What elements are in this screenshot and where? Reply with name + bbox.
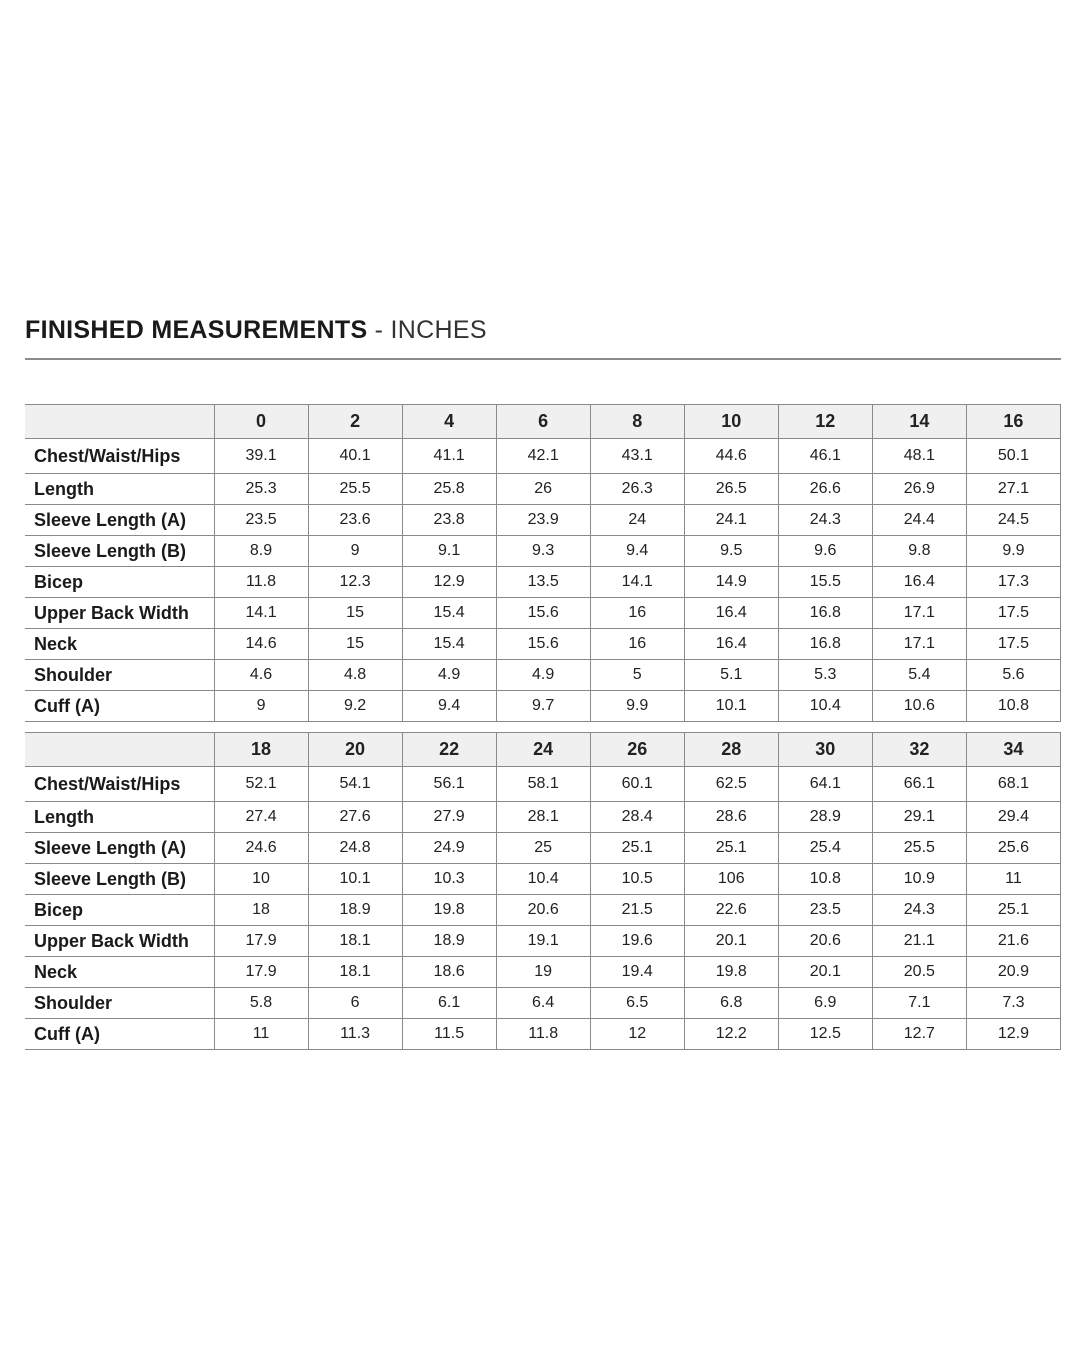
measurement-value-cell: 8.9 — [214, 536, 308, 567]
measurement-label: Length — [25, 474, 214, 505]
measurement-value-cell: 11 — [966, 864, 1060, 895]
measurement-value-cell: 10.6 — [872, 691, 966, 722]
measurement-label: Chest/Waist/Hips — [25, 439, 214, 474]
measurement-value-cell: 64.1 — [778, 767, 872, 802]
measurement-value-cell: 27.4 — [214, 802, 308, 833]
measurement-label: Shoulder — [25, 988, 214, 1019]
measurement-value-cell: 18.6 — [402, 957, 496, 988]
measurement-value-cell: 18 — [214, 895, 308, 926]
measurement-value-cell: 15.4 — [402, 629, 496, 660]
measurement-value-cell: 19 — [496, 957, 590, 988]
measurements-table-sizes-0-16 — [25, 404, 1061, 722]
table-row — [25, 988, 1061, 1019]
measurement-value-cell: 10.5 — [590, 864, 684, 895]
measurement-value-cell: 24.3 — [872, 895, 966, 926]
measurement-value-cell: 27.6 — [308, 802, 402, 833]
measurement-value-cell: 58.1 — [496, 767, 590, 802]
measurement-value-cell: 18.1 — [308, 926, 402, 957]
measurement-value-cell: 26 — [496, 474, 590, 505]
measurement-value-cell: 28.9 — [778, 802, 872, 833]
measurement-value-cell: 17.1 — [872, 598, 966, 629]
measurement-value-cell: 9.3 — [496, 536, 590, 567]
table-row — [25, 629, 1061, 660]
measurement-value-cell: 24 — [590, 505, 684, 536]
measurement-value-cell: 18.1 — [308, 957, 402, 988]
table-row — [25, 833, 1061, 864]
measurement-value-cell: 10.4 — [496, 864, 590, 895]
measurement-value-cell: 16.8 — [778, 598, 872, 629]
measurement-value-cell: 44.6 — [684, 439, 778, 474]
measurement-value-cell: 16.4 — [684, 629, 778, 660]
measurement-value-cell: 21.1 — [872, 926, 966, 957]
measurement-label: Chest/Waist/Hips — [25, 767, 214, 802]
measurement-value-cell: 24.9 — [402, 833, 496, 864]
measurement-value-cell: 7.1 — [872, 988, 966, 1019]
measurement-value-cell: 9.4 — [590, 536, 684, 567]
measurement-value-cell: 25.5 — [872, 833, 966, 864]
measurement-value-cell: 39.1 — [214, 439, 308, 474]
measurement-value-cell: 10.8 — [778, 864, 872, 895]
measurement-value-cell: 9.8 — [872, 536, 966, 567]
table-row — [25, 895, 1061, 926]
measurement-value-cell: 10.8 — [966, 691, 1060, 722]
measurement-value-cell: 4.8 — [308, 660, 402, 691]
measurement-label: Neck — [25, 957, 214, 988]
measurement-value-cell: 16 — [590, 598, 684, 629]
measurement-value-cell: 10 — [214, 864, 308, 895]
measurement-value-cell: 5.3 — [778, 660, 872, 691]
measurement-value-cell: 15 — [308, 629, 402, 660]
measurement-label: Length — [25, 802, 214, 833]
measurement-value-cell: 16.4 — [872, 567, 966, 598]
measurement-label: Shoulder — [25, 660, 214, 691]
measurement-value-cell: 5.8 — [214, 988, 308, 1019]
size-header-cell: 10 — [684, 405, 778, 439]
size-header-cell: 34 — [966, 733, 1060, 767]
title-unit: - INCHES — [367, 316, 487, 344]
measurement-value-cell: 9 — [308, 536, 402, 567]
measurement-value-cell: 16.8 — [778, 629, 872, 660]
measurement-label: Bicep — [25, 567, 214, 598]
measurement-value-cell: 56.1 — [402, 767, 496, 802]
measurement-value-cell: 9.5 — [684, 536, 778, 567]
measurement-value-cell: 9.4 — [402, 691, 496, 722]
measurement-value-cell: 12.9 — [402, 567, 496, 598]
measurement-value-cell: 25.4 — [778, 833, 872, 864]
measurement-value-cell: 12.2 — [684, 1019, 778, 1050]
measurement-label: Upper Back Width — [25, 926, 214, 957]
measurement-value-cell: 24.1 — [684, 505, 778, 536]
measurement-value-cell: 46.1 — [778, 439, 872, 474]
measurement-value-cell: 17.9 — [214, 957, 308, 988]
measurement-value-cell: 26.9 — [872, 474, 966, 505]
measurement-value-cell: 28.6 — [684, 802, 778, 833]
measurement-value-cell: 52.1 — [214, 767, 308, 802]
measurement-value-cell: 23.5 — [778, 895, 872, 926]
measurement-value-cell: 6.8 — [684, 988, 778, 1019]
measurement-value-cell: 15.5 — [778, 567, 872, 598]
measurement-value-cell: 10.4 — [778, 691, 872, 722]
measurement-value-cell: 28.4 — [590, 802, 684, 833]
size-header-cell: 32 — [872, 733, 966, 767]
measurement-value-cell: 24.6 — [214, 833, 308, 864]
measurement-value-cell: 29.1 — [872, 802, 966, 833]
measurement-value-cell: 6.9 — [778, 988, 872, 1019]
size-header-cell: 18 — [214, 733, 308, 767]
measurement-value-cell: 41.1 — [402, 439, 496, 474]
measurement-value-cell: 60.1 — [590, 767, 684, 802]
measurement-value-cell: 10.1 — [684, 691, 778, 722]
table-row — [25, 598, 1061, 629]
measurement-value-cell: 27.1 — [966, 474, 1060, 505]
size-header-cell: 24 — [496, 733, 590, 767]
measurement-value-cell: 25.3 — [214, 474, 308, 505]
measurement-value-cell: 6.1 — [402, 988, 496, 1019]
measurement-label: Sleeve Length (B) — [25, 536, 214, 567]
measurement-value-cell: 19.8 — [684, 957, 778, 988]
measurement-value-cell: 50.1 — [966, 439, 1060, 474]
size-header-cell: 26 — [590, 733, 684, 767]
measurement-value-cell: 11.5 — [402, 1019, 496, 1050]
measurement-value-cell: 12.5 — [778, 1019, 872, 1050]
measurement-value-cell: 6 — [308, 988, 402, 1019]
table-row — [25, 864, 1061, 895]
size-header-cell: 22 — [402, 733, 496, 767]
measurement-value-cell: 11.3 — [308, 1019, 402, 1050]
measurement-value-cell: 11 — [214, 1019, 308, 1050]
measurement-value-cell: 19.8 — [402, 895, 496, 926]
measurement-value-cell: 62.5 — [684, 767, 778, 802]
measurement-value-cell: 24.4 — [872, 505, 966, 536]
size-header-cell: 0 — [214, 405, 308, 439]
measurement-value-cell: 16 — [590, 629, 684, 660]
measurement-value-cell: 26.5 — [684, 474, 778, 505]
measurement-value-cell: 22.6 — [684, 895, 778, 926]
table-row — [25, 1019, 1061, 1050]
table-row — [25, 660, 1061, 691]
measurement-value-cell: 15.6 — [496, 598, 590, 629]
size-header-cell: 6 — [496, 405, 590, 439]
page-title — [25, 316, 487, 345]
measurement-value-cell: 15 — [308, 598, 402, 629]
measurement-value-cell: 25.8 — [402, 474, 496, 505]
size-header-cell: 2 — [308, 405, 402, 439]
table-row — [25, 802, 1061, 833]
measurement-value-cell: 10.1 — [308, 864, 402, 895]
measurement-value-cell: 15.4 — [402, 598, 496, 629]
table-row — [25, 957, 1061, 988]
measurement-value-cell: 23.6 — [308, 505, 402, 536]
measurement-value-cell: 15.6 — [496, 629, 590, 660]
measurement-value-cell: 16.4 — [684, 598, 778, 629]
measurement-label: Cuff (A) — [25, 1019, 214, 1050]
measurement-value-cell: 21.5 — [590, 895, 684, 926]
measurement-value-cell: 17.9 — [214, 926, 308, 957]
measurement-value-cell: 17.5 — [966, 629, 1060, 660]
table-row — [25, 474, 1061, 505]
measurement-value-cell: 19.4 — [590, 957, 684, 988]
measurement-value-cell: 40.1 — [308, 439, 402, 474]
measurement-value-cell: 24.5 — [966, 505, 1060, 536]
measurement-value-cell: 17.1 — [872, 629, 966, 660]
measurement-value-cell: 25.1 — [966, 895, 1060, 926]
measurement-value-cell: 54.1 — [308, 767, 402, 802]
measurement-value-cell: 9.1 — [402, 536, 496, 567]
table-row — [25, 926, 1061, 957]
measurements-table-sizes-18-34 — [25, 732, 1061, 1050]
measurement-value-cell: 25.5 — [308, 474, 402, 505]
measurement-value-cell: 14.1 — [590, 567, 684, 598]
table-row — [25, 767, 1061, 802]
measurement-value-cell: 9.6 — [778, 536, 872, 567]
measurement-value-cell: 19.6 — [590, 926, 684, 957]
measurement-value-cell: 20.5 — [872, 957, 966, 988]
measurement-value-cell: 12 — [590, 1019, 684, 1050]
measurement-value-cell: 11.8 — [496, 1019, 590, 1050]
measurement-value-cell: 43.1 — [590, 439, 684, 474]
measurement-value-cell: 29.4 — [966, 802, 1060, 833]
size-header-cell: 16 — [966, 405, 1060, 439]
measurement-value-cell: 18.9 — [402, 926, 496, 957]
measurement-value-cell: 6.4 — [496, 988, 590, 1019]
size-header-cell: 12 — [778, 405, 872, 439]
measurement-value-cell: 14.9 — [684, 567, 778, 598]
table-row — [25, 691, 1061, 722]
measurement-label: Cuff (A) — [25, 691, 214, 722]
measurement-value-cell: 28.1 — [496, 802, 590, 833]
measurement-value-cell: 14.6 — [214, 629, 308, 660]
header-corner-cell — [25, 733, 214, 767]
title-main: FINISHED MEASUREMENTS — [25, 316, 368, 344]
measurement-value-cell: 25.1 — [684, 833, 778, 864]
measurement-value-cell: 6.5 — [590, 988, 684, 1019]
size-header-cell: 30 — [778, 733, 872, 767]
size-header-cell: 4 — [402, 405, 496, 439]
measurement-value-cell: 12.3 — [308, 567, 402, 598]
measurement-value-cell: 4.9 — [496, 660, 590, 691]
measurement-label: Neck — [25, 629, 214, 660]
measurement-value-cell: 11.8 — [214, 567, 308, 598]
measurement-value-cell: 7.3 — [966, 988, 1060, 1019]
measurement-value-cell: 20.6 — [778, 926, 872, 957]
measurement-value-cell: 12.7 — [872, 1019, 966, 1050]
measurement-value-cell: 26.6 — [778, 474, 872, 505]
measurement-value-cell: 23.5 — [214, 505, 308, 536]
measurement-value-cell: 9.9 — [590, 691, 684, 722]
measurement-value-cell: 23.8 — [402, 505, 496, 536]
measurement-label: Bicep — [25, 895, 214, 926]
measurement-value-cell: 24.3 — [778, 505, 872, 536]
measurement-value-cell: 9.2 — [308, 691, 402, 722]
measurement-value-cell: 68.1 — [966, 767, 1060, 802]
title-divider — [25, 358, 1061, 360]
measurement-value-cell: 26.3 — [590, 474, 684, 505]
size-header-cell: 28 — [684, 733, 778, 767]
measurement-value-cell: 20.1 — [684, 926, 778, 957]
measurement-label: Upper Back Width — [25, 598, 214, 629]
header-corner-cell — [25, 405, 214, 439]
measurement-value-cell: 17.3 — [966, 567, 1060, 598]
size-header-cell: 14 — [872, 405, 966, 439]
measurement-value-cell: 25.6 — [966, 833, 1060, 864]
measurement-value-cell: 14.1 — [214, 598, 308, 629]
measurement-value-cell: 10.9 — [872, 864, 966, 895]
measurement-value-cell: 19.1 — [496, 926, 590, 957]
measurement-value-cell: 42.1 — [496, 439, 590, 474]
measurement-label: Sleeve Length (A) — [25, 833, 214, 864]
measurement-value-cell: 106 — [684, 864, 778, 895]
measurement-value-cell: 5.6 — [966, 660, 1060, 691]
measurement-value-cell: 9.9 — [966, 536, 1060, 567]
measurement-value-cell: 13.5 — [496, 567, 590, 598]
measurement-label: Sleeve Length (B) — [25, 864, 214, 895]
measurement-value-cell: 48.1 — [872, 439, 966, 474]
table-row — [25, 536, 1061, 567]
measurement-value-cell: 27.9 — [402, 802, 496, 833]
size-header-row — [25, 405, 1061, 439]
measurement-value-cell: 17.5 — [966, 598, 1060, 629]
measurement-value-cell: 23.9 — [496, 505, 590, 536]
measurement-value-cell: 5.4 — [872, 660, 966, 691]
size-header-cell: 8 — [590, 405, 684, 439]
measurement-value-cell: 12.9 — [966, 1019, 1060, 1050]
measurement-value-cell: 5.1 — [684, 660, 778, 691]
measurement-value-cell: 9 — [214, 691, 308, 722]
measurement-value-cell: 18.9 — [308, 895, 402, 926]
table-row — [25, 439, 1061, 474]
measurement-value-cell: 66.1 — [872, 767, 966, 802]
measurement-value-cell: 25.1 — [590, 833, 684, 864]
table-row — [25, 505, 1061, 536]
measurement-value-cell: 20.6 — [496, 895, 590, 926]
measurement-label: Sleeve Length (A) — [25, 505, 214, 536]
measurement-value-cell: 25 — [496, 833, 590, 864]
measurement-value-cell: 21.6 — [966, 926, 1060, 957]
measurement-value-cell: 4.9 — [402, 660, 496, 691]
measurement-value-cell: 20.9 — [966, 957, 1060, 988]
measurement-value-cell: 20.1 — [778, 957, 872, 988]
size-header-cell: 20 — [308, 733, 402, 767]
table-row — [25, 567, 1061, 598]
measurement-value-cell: 9.7 — [496, 691, 590, 722]
measurement-value-cell: 24.8 — [308, 833, 402, 864]
measurement-value-cell: 5 — [590, 660, 684, 691]
size-header-row — [25, 733, 1061, 767]
measurement-value-cell: 10.3 — [402, 864, 496, 895]
measurement-value-cell: 4.6 — [214, 660, 308, 691]
